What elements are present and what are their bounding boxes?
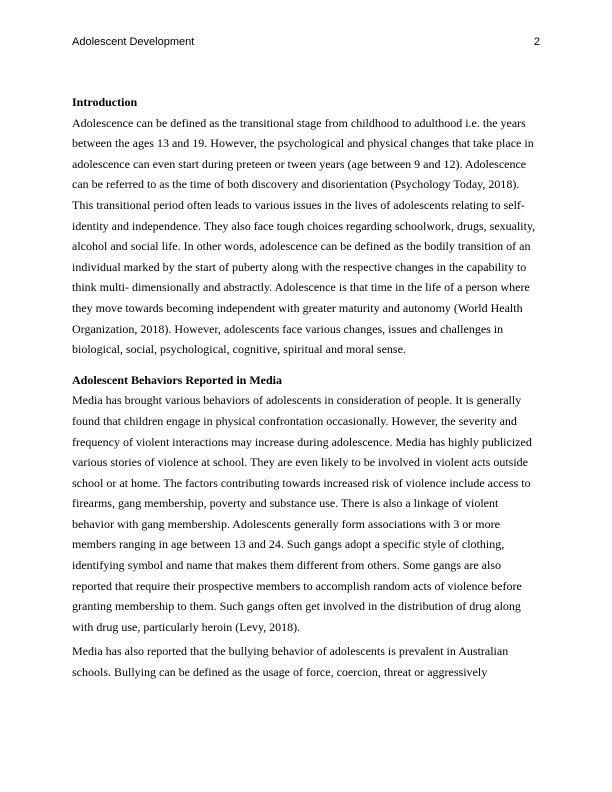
text-line: firearms, gang membership, poverty and substance use. There is also a linkage of violent: [72, 496, 499, 511]
text-line: between the ages 13 and 19. However, the psychological and physical changes that take place in: [72, 136, 534, 151]
page-header: [72, 36, 540, 50]
text-line: Media has brought various behaviors of adolescents in consideration of people. It is generally: [72, 393, 522, 408]
text-line: identity and independence. They also face tough choices regarding schoolwork, drugs, sexuality,: [72, 218, 536, 233]
text-line: adolescence can even start during preteen or tween years (age between 9 and 12). Adolescence: [72, 156, 527, 171]
text-line: members ranging in age between 13 and 24. Such gangs adopt a specific style of clothing,: [72, 537, 505, 552]
text-line: think multi- dimensionally and abstractly. Adolescence is that time in the life of a person where: [72, 280, 530, 295]
text-line: frequency of violent interactions may increase during adolescence. Media has highly publicized: [72, 434, 532, 449]
text-line: reported that require their prospective members to accomplish random acts of violence before: [72, 578, 522, 593]
section-spacer: [72, 360, 540, 370]
text-line: schools. Bullying can be defined as the usage of force, coercion, threat or aggressively: [72, 665, 488, 680]
section-behaviors-in-media: [72, 370, 540, 683]
text-line: school or at home. The factors contributing towards increased risk of violence include access to: [72, 475, 531, 490]
paragraph: [72, 390, 540, 637]
section-heading: Adolescent Behaviors Reported in Media: [72, 372, 282, 387]
text-line: with drug use, particularly heroin (Levy, 2018).: [72, 619, 301, 634]
text-line: they move towards becoming independent with greater maturity and autonomy (World Health: [72, 300, 523, 315]
text-line: individual marked by the start of puberty along with the respective changes in the capability to: [72, 259, 527, 274]
paragraph: [72, 113, 540, 360]
text-line: alcohol and social life. In other words, adolescence can be defined as the bodily transition of an: [72, 239, 531, 254]
running-head: Adolescent Development: [72, 36, 195, 48]
text-line: Media has also reported that the bullying behavior of adolescents is prevalent in Australian: [72, 644, 509, 659]
text-line: Organization, 2018). However, adolescents face various changes, issues and challenges in: [72, 321, 504, 336]
text-line: identifying symbol and name that makes them different from others. Some gangs are also: [72, 558, 502, 573]
text-line: This transitional period often leads to various issues in the lives of adolescents relating to self-: [72, 197, 525, 212]
document-body: [72, 92, 540, 683]
page-number: 2: [533, 36, 540, 48]
text-line: biological, social, psychological, cognitive, spiritual and moral sense.: [72, 342, 406, 357]
text-line: various stories of violence at school. They are even likely to be involved in violent acts outside: [72, 455, 528, 470]
text-line: granting membership to them. Such gangs often get involved in the distribution of drug along: [72, 599, 521, 614]
paragraph: [72, 641, 540, 682]
text-line: behavior with gang membership. Adolescents generally form associations with 3 or more: [72, 516, 500, 531]
text-line: found that children engage in physical confrontation occasionally. However, the severity and: [72, 413, 517, 428]
text-line: Adolescence can be defined as the transitional stage from childhood to adulthood i.e. the years: [72, 115, 526, 130]
section-heading: Introduction: [72, 95, 138, 109]
section-introduction: [72, 92, 540, 360]
text-line: can be referred to as the time of both discovery and disorientation (Psychology Today, 2018).: [72, 177, 520, 192]
